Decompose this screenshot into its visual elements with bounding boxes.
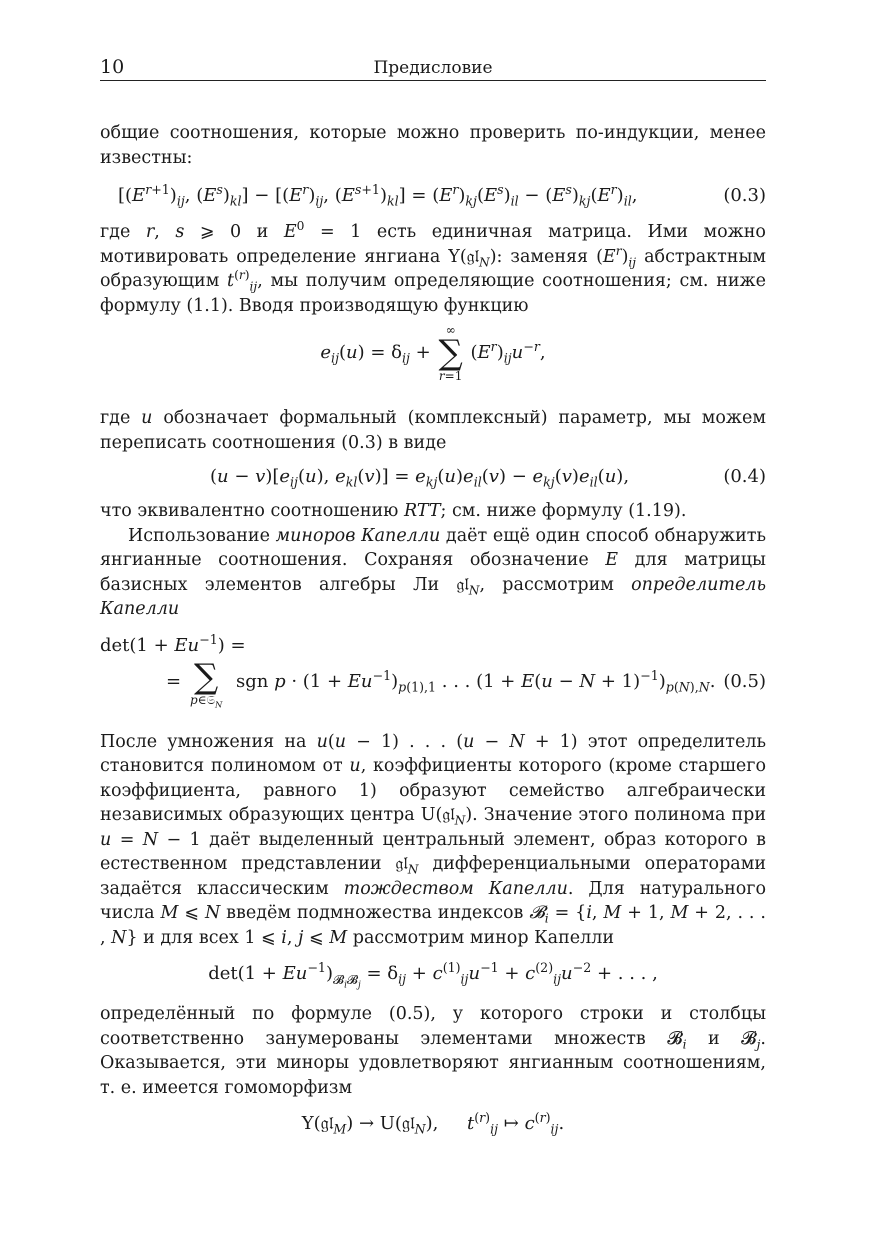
- sum-symbol: ∑ p∈𝔖$_N$: [190, 656, 223, 709]
- sum-symbol: ∞ ∑ r=1: [438, 323, 463, 383]
- paragraph-homomorphism: определённый по формуле (0.5), у которого строки и столбцы соответственно занумерованы элементами множеств 𝓑$_i$ и 𝓑$_j$. Оказывается, эти миноры удовлетворяют янгианным соотношениям, т. е. имеется гомоморфизм: [100, 1004, 766, 1098]
- equation-0-3-body: [$(E^{r+1})_{ij}$, $(E^s)_{kl}] - [(E^r)_{ij}$, $(E^{s+1})_{kl}] = (E^r)_{kj}(E^s)_{il} - (E^s)_{kj}(E^r)_{il}$,: [118, 182, 638, 209]
- text-run: этот определитель становится полиномом от: [100, 731, 766, 776]
- text-run: , коэффициенты которого (кроме старшего коэффициента, равного 1) образуют семейство алгебраически независимых образующих центра: [100, 756, 766, 825]
- text-run: . Оказывается, эти миноры удовлетворяют янгианным соотношениям, т. е. имеется гомоморфизм: [100, 1028, 766, 1098]
- paragraph-yangian-definition: где r, s ⩾ 0 и $E^0 = 1$ есть единичная матрица. Ими можно мотивировать определение янгиана Y(𝔤𝔩$_N$): заменяя $(E^r)_{ij}$ абстрактным образующим $t^{(r)}_{ij}$, мы получим определяющие соотношения; см. ниже формулу (1.1). Вводя производящую функцию: [100, 219, 767, 316]
- paragraph-intro: общие соотношения, которые можно проверить по-индукции, менее известны:: [100, 123, 766, 168]
- emphasis-capelli-identity: тождеством Капелли: [343, 878, 568, 899]
- text-run: есть единичная матрица. Ими можно мотивировать определение янгиана: [100, 222, 766, 267]
- text-run: даёт выделенный центральный элемент, образ которого в естественном представлении: [100, 829, 766, 874]
- equation-0-5: $\det(1 + Eu^{-1})$ = = ∑ p∈𝔖$_N$ sgn $p \cdot (1 + Eu^{-1})_{p(1),1}$ . . . $(1 + E(u - N + 1)^{-1})_{p(N),N}$. (0.5): [100, 631, 766, 709]
- text-run: и для всех: [143, 927, 239, 948]
- text-run: , рассмотрим: [479, 574, 614, 595]
- text-run: После умножения на: [100, 731, 307, 752]
- paragraph-center: После умножения на u(u − 1) . . . (u − N + 1) этот определитель становится полиномом от u, коэффициенты которого (кроме старшего коэффициента, равного 1) образуют семейство алгебраически независимых образующих центра U(𝔤𝔩$_N$). Значение этого полинома при u = N − 1 даёт выделенный центральный элемент, образ которого в естественном представлении 𝔤𝔩$_N$ дифференциальными операторами задаётся классическим тождеством Капелли. Для натурального числа M ⩽ N введём подмножества индексов 𝓑$_i$ = {i, M + 1, M + 2, . . . , N} и для всех 1 ⩽ i, j ⩽ M рассмотрим минор Капелли: [100, 731, 766, 948]
- equation-0-3: [100, 182, 766, 212]
- page-header: [100, 52, 766, 81]
- emphasis-capelli-determinant: определитель Капелли: [100, 574, 766, 619]
- text-run: что эквивалентно соотношению: [100, 501, 399, 521]
- rtt-symbol: RTT: [404, 501, 441, 521]
- text-run: введём подмножества индексов: [226, 903, 524, 923]
- text-run: абстрактным образующим: [100, 246, 767, 291]
- equation-number: (0.4): [723, 466, 766, 487]
- page: [100, 52, 766, 1146]
- page-number: 10: [100, 56, 125, 78]
- paragraph-parameter: где u обозначает формальный (комплексный) параметр, мы можем переписать соотношения (0.3) в виде: [100, 408, 766, 453]
- running-title: Предисловие: [373, 58, 493, 78]
- text-run: даёт ещё один способ обнаружить янгианные соотношения. Сохраняя обозначение: [100, 525, 766, 570]
- text-run: где: [100, 408, 131, 428]
- text-run: . Значение этого полинома при: [472, 805, 766, 825]
- equation-homomorphism: Y(𝔤𝔩$_M$) → U(𝔤𝔩$_N$), $t^{(r)}_{ij}$ ↦ $c^{(r)}_{ij}$.: [301, 1110, 565, 1137]
- text-run: и: [708, 1028, 720, 1049]
- text-run: : заменяя: [496, 246, 589, 267]
- equation-number: (0.5): [723, 670, 766, 692]
- equation-number: (0.3): [723, 185, 766, 206]
- text-run: где: [100, 222, 131, 242]
- text-run: дифференциальными операторами задаётся классическим: [100, 854, 766, 899]
- paragraph-capelli: Использование миноров Капелли даёт ещё один способ обнаружить янгианные соотношения. Сохраняя обозначение E для матрицы базисных элементов алгебры Ли 𝔤𝔩$_N$, рассмотрим определитель Капелли: [100, 525, 766, 619]
- text-run: рассмотрим минор Капелли: [352, 927, 614, 948]
- text-run: , мы получим определяющие соотношения; см. ниже формулу (1.1). Вводя производящую функцию: [100, 271, 766, 316]
- text-run: Использование: [128, 525, 270, 546]
- text-run: . Для натурального числа: [100, 878, 766, 923]
- text-run: обозначает формальный (комплексный) параметр, мы можем переписать соотношения (0.3) в виде: [100, 408, 766, 453]
- equation-capelli-minor: $\det(1 + Eu^{-1})_{𝓑_i𝓑_j} = \delta_{ij} + c^{(1)}_{ij}u^{-1} + c^{(2)}_{ij}u^{-2}$ + . . . ,: [208, 960, 658, 991]
- emphasis-capelli-minors: миноров Капелли: [275, 525, 441, 546]
- equation-generating-function: $e_{ij}(u) = \delta_{ij}$ + ∞ ∑ r=1 $(E^r)_{ij}u^{-r}$,: [320, 323, 546, 383]
- text-run: для матрицы базисных элементов алгебры Ли: [100, 550, 766, 595]
- text-run: ; см. ниже формулу (1.19).: [440, 501, 687, 521]
- text-run: определённый по формуле (0.5), у которого строки и столбцы соответственно занумерованы элементами множеств: [100, 1004, 766, 1049]
- paragraph-rtt: [100, 499, 766, 524]
- equation-0-4: $(u - v)[e_{ij}(u)$, $e_{kl}(v)] = e_{kj}(u)e_{il}(v) - e_{kj}(v)e_{il}(u)$, (0.4): [210, 466, 766, 490]
